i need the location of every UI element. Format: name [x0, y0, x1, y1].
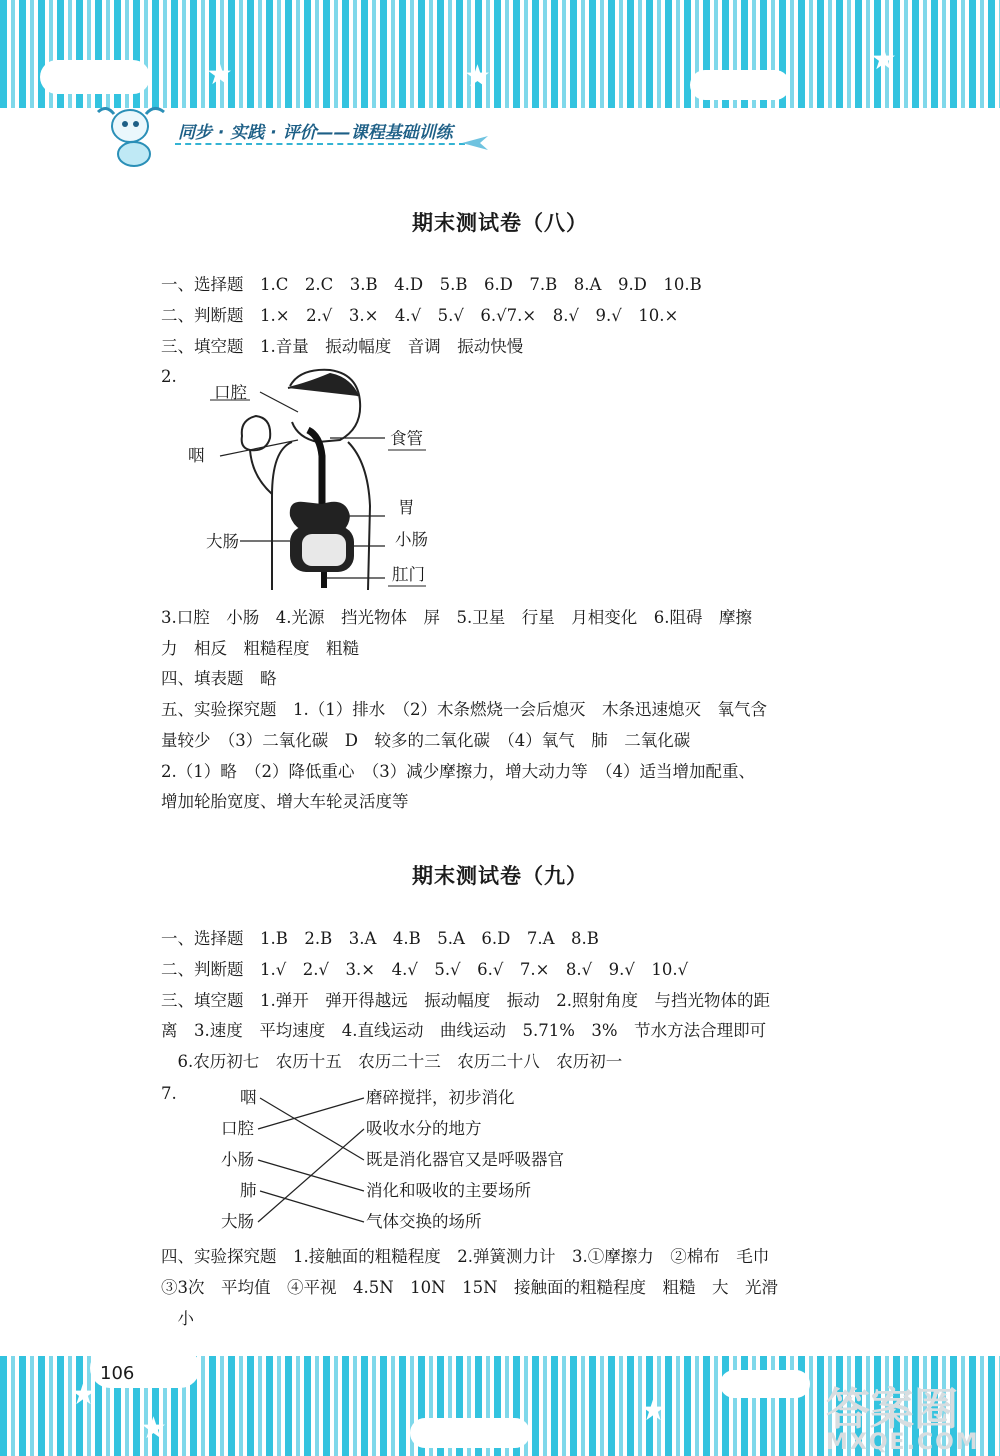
star-icon: ★ — [206, 57, 233, 92]
answer-line: 3.口腔 小肠 4.光源 挡光物体 屏 5.卫星 行星 月相变化 6.阻碍 摩擦 — [161, 608, 752, 627]
star-icon: ★ — [140, 1411, 167, 1446]
answer-line: 一、选择题 1.B 2.B 3.A 4.B 5.A 6.D 7.A 8.B — [161, 929, 599, 948]
matching-left-item: 大肠 — [221, 1212, 254, 1231]
answer-line: 离 3.速度 平均速度 4.直线运动 曲线运动 5.71% 3% 节水方法合理即可 — [161, 1021, 767, 1040]
star-icon: ★ — [870, 42, 897, 77]
answer-line: 量较少 （3）二氧化碳 D 较多的二氧化碳 （4）氧气 肺 二氧化碳 — [161, 731, 691, 750]
label-large-intestine: 大肠 — [206, 532, 239, 551]
matching-left-item: 口腔 — [221, 1119, 254, 1138]
star-icon: ★ — [70, 1377, 97, 1412]
answer-line: 小 — [161, 1309, 194, 1328]
answer-line: 7. — [161, 1084, 177, 1103]
star-icon: ★ — [640, 1393, 667, 1428]
star-icon: ★ — [464, 59, 491, 94]
watermark-line2: MXQE.COM — [826, 1430, 980, 1455]
answer-line: 四、实验探究题 1.接触面的粗糙程度 2.弹簧测力计 3.①摩擦力 ②棉布 毛巾 — [161, 1247, 770, 1266]
answer-line: 2.（1）略 （2）降低重心 （3）减少摩擦力，增大动力等 （4）适当增加配重、 — [161, 762, 755, 781]
matching-left-item: 小肠 — [221, 1150, 254, 1169]
answer-line: 增加轮胎宽度、增大车轮灵活度等 — [161, 792, 409, 811]
cloud-decoration — [720, 1370, 810, 1398]
answer-line: 一、选择题 1.C 2.C 3.B 4.D 5.B 6.D 7.B 8.A 9.D 10.B — [161, 275, 702, 294]
label-mouth: 口腔 — [214, 383, 247, 402]
matching-left-item: 咽 — [240, 1088, 257, 1107]
label-anus: 肛门 — [392, 565, 425, 584]
cloud-decoration — [410, 1418, 530, 1448]
matching-right-item: 消化和吸收的主要场所 — [366, 1181, 531, 1200]
answer-line: 四、填表题 略 — [161, 669, 277, 688]
answer-line: 6.农历初七 农历十五 农历二十三 农历二十八 农历初一 — [161, 1052, 623, 1071]
answer-line: 2. — [161, 367, 177, 386]
matching-right-item: 既是消化器官又是呼吸器官 — [366, 1150, 564, 1169]
answer-line: ③3次 平均值 ④平视 4.5N 10N 15N 接触面的粗糙程度 粗糙 大 光滑 — [161, 1278, 779, 1297]
section-title-9: 期末测试卷（九） — [412, 864, 588, 888]
answer-line: 三、填空题 1.弹开 弹开得越远 振动幅度 振动 2.照射角度 与挡光物体的距 — [161, 991, 770, 1010]
header-title: 同步 · 实践 · 评价——课程基础训练 — [178, 123, 453, 143]
answer-line: 五、实验探究题 1.（1）排水 （2）木条燃烧一会后熄灭 木条迅速熄灭 氧气含 — [161, 700, 767, 719]
matching-right-item: 吸收水分的地方 — [366, 1119, 482, 1138]
matching-right-item: 气体交换的场所 — [366, 1212, 482, 1231]
label-pharynx: 咽 — [188, 446, 205, 465]
section-title-8: 期末测试卷（八） — [412, 211, 588, 235]
matching-left-item: 肺 — [240, 1181, 257, 1200]
page-number: 106 — [100, 1363, 135, 1384]
answer-line: 三、填空题 1.音量 振动幅度 音调 振动快慢 — [161, 337, 524, 356]
matching-right-item: 磨碎搅拌，初步消化 — [366, 1088, 515, 1107]
label-stomach: 胃 — [398, 498, 415, 517]
watermark — [826, 1384, 980, 1455]
label-esophagus: 食管 — [390, 429, 423, 448]
label-small-intestine: 小肠 — [395, 530, 428, 549]
answer-line: 二、判断题 1.√ 2.√ 3.× 4.√ 5.√ 6.√ 7.× 8.√ 9.√ 10.√ — [161, 960, 689, 979]
watermark-line1: 答案圈 — [826, 1384, 958, 1435]
answer-line: 力 相反 粗糙程度 粗糙 — [161, 639, 359, 658]
answer-line: 二、判断题 1.× 2.√ 3.× 4.√ 5.√ 6.√7.× 8.√ 9.√ 10.× — [161, 306, 679, 325]
